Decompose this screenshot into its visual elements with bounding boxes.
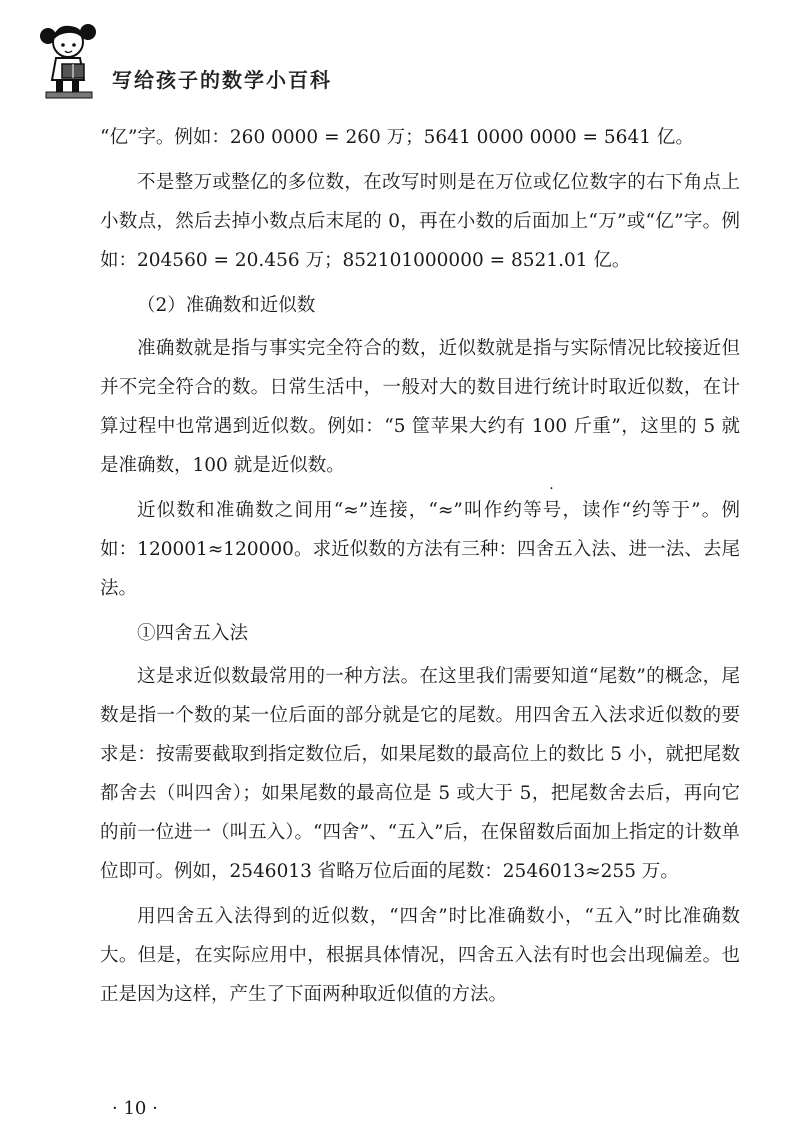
body-text [100, 118, 740, 1020]
paragraph-exact-vs-approx: 准确数就是指与事实完全符合的数，近似数就是指与实际情况比较接近但并不完全符合的数。日常生活中，一般对大的数目进行统计时取近似数，在计算过程中也常遇到近似数。例如：“5 筐苹果大约有 100 斤重”，这里的 5 就是准确数，100 就是近似数。 [100, 338, 740, 476]
approx-text-before: 近似数和准确数之间用“≈”连接，“≈”叫作约 [137, 500, 524, 521]
paragraph-rounding-method: 这是求近似数最常用的一种方法。在这里我们需要知道“尾数”的概念，尾数是指一个数的某一位后面的部分就是它的尾数。用四舍五入法求近似数的要求是：按需要截取到指定数位后，如果尾数的最高位上的数比 5 小，就把尾数都舍去（叫四舍）；如果尾数的最高位是 5 或大于 5，把尾数舍去后，再向它的前一位进一（叫五入）。“四舍”、“五入”后，在保留数后面加上指定的计数单位即可。例如，2546013 省略万位后面的尾数：2546013≈255 万。 [100, 666, 740, 882]
section-heading-rounding: ①四舍五入法 [137, 623, 249, 644]
paragraph-non-whole-numbers: 不是整万或整亿的多位数，在改写时则是在万位或亿位数字的右下角点上小数点，然后去掉小数点后末尾的 0，再在小数的后面加上“万”或“亿”字。例如：204560 = 20.456 万；852101000000 = 8521.01 亿。 [100, 172, 740, 271]
emphasis-dot-character: 等 [523, 500, 543, 521]
section-heading-exact-and-approx: （2）准确数和近似数 [137, 295, 316, 316]
paragraph-rounding-deviation: 用四舍五入法得到的近似数，“四舍”时比准确数小，“五入”时比准确数大。但是，在实际应用中，根据具体情况，四舍五入法有时也会出现偏差。也正是因为这样，产生了下面两种取近似值的方法。 [100, 906, 740, 1005]
page-number: · 10 · [112, 1098, 158, 1119]
paragraph-approx-sign [100, 491, 740, 608]
book-title: 写给孩子的数学小百科 [112, 68, 332, 92]
paragraph-yi-example: “亿”字。例如：260 0000 = 260 万；5641 0000 0000 = 5641 亿。 [100, 127, 694, 148]
approx-text-after: 号，读作“约等于”。例如：120001≈120000。求近似数的方法有三种：四舍五入法、进一法、去尾法。 [100, 500, 740, 599]
running-header [38, 18, 358, 108]
girl-reading-icon [38, 18, 102, 104]
